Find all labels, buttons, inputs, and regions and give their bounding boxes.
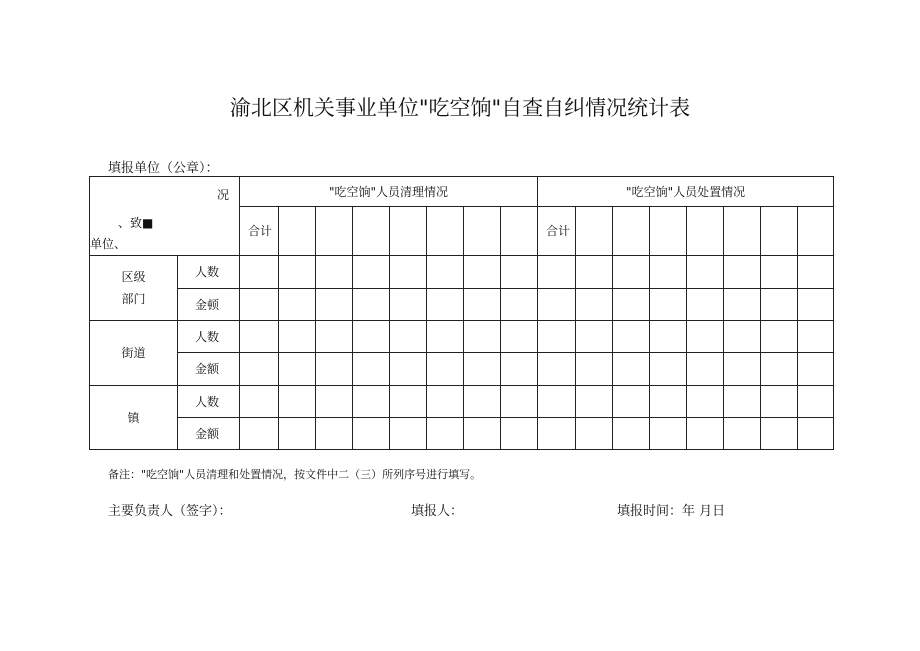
data-cell[interactable]	[650, 417, 687, 449]
data-cell[interactable]	[798, 288, 834, 320]
empty-header-cell[interactable]	[316, 207, 353, 255]
data-cell[interactable]	[427, 353, 464, 385]
subtotal-header-clean: 合计	[240, 207, 279, 255]
data-cell[interactable]	[316, 321, 353, 353]
data-cell[interactable]	[576, 353, 613, 385]
data-cell[interactable]	[464, 353, 501, 385]
empty-header-cell[interactable]	[724, 207, 761, 255]
data-cell[interactable]	[279, 321, 316, 353]
data-cell[interactable]	[538, 353, 576, 385]
data-cell[interactable]	[464, 321, 501, 353]
data-cell[interactable]	[390, 385, 427, 417]
data-cell[interactable]	[240, 353, 279, 385]
unit-type-cell: 区级部门	[90, 255, 178, 320]
data-cell[interactable]	[650, 353, 687, 385]
data-cell[interactable]	[613, 321, 650, 353]
data-cell[interactable]	[427, 255, 464, 288]
data-cell[interactable]	[390, 321, 427, 353]
data-cell[interactable]	[390, 353, 427, 385]
data-cell[interactable]	[538, 417, 576, 449]
data-cell[interactable]	[427, 385, 464, 417]
note-text: 备注："吃空饷"人员清理和处置情况，按文件中二（三）所列序号进行填写。	[108, 468, 482, 481]
data-cell[interactable]	[724, 353, 761, 385]
metric-label-cell: 金额	[178, 417, 240, 449]
header-corner-cell	[90, 177, 240, 256]
data-cell[interactable]	[687, 385, 724, 417]
responsible-signature-label: 主要负责人（签字）：	[108, 504, 232, 519]
metric-label-cell: 人数	[178, 385, 240, 417]
data-cell[interactable]	[353, 255, 390, 288]
table-row	[90, 255, 834, 288]
empty-header-cell[interactable]	[501, 207, 538, 255]
empty-header-cell[interactable]	[576, 207, 613, 255]
unit-type-cell: 街道	[90, 321, 178, 385]
empty-header-cell[interactable]	[798, 207, 834, 255]
data-cell[interactable]	[353, 353, 390, 385]
data-cell[interactable]	[576, 417, 613, 449]
metric-label-cell: 金顿	[178, 288, 240, 320]
statistics-table	[89, 176, 834, 450]
empty-header-cell[interactable]	[279, 207, 316, 255]
table-row	[90, 288, 834, 320]
data-cell[interactable]	[724, 385, 761, 417]
data-cell[interactable]	[761, 417, 798, 449]
data-cell[interactable]	[464, 288, 501, 320]
table-row	[90, 417, 834, 449]
data-cell[interactable]	[613, 417, 650, 449]
data-cell[interactable]	[316, 417, 353, 449]
table-row	[90, 385, 834, 417]
data-cell[interactable]	[279, 417, 316, 449]
empty-header-cell[interactable]	[427, 207, 464, 255]
data-cell[interactable]	[687, 255, 724, 288]
corner-label-mid: 、致■	[118, 216, 154, 230]
data-cell[interactable]	[240, 288, 279, 320]
data-cell[interactable]	[501, 417, 538, 449]
data-cell[interactable]	[501, 255, 538, 288]
data-cell[interactable]	[353, 417, 390, 449]
data-cell[interactable]	[761, 321, 798, 353]
group-header-clean: "吃空饷"人员清理情况	[240, 177, 538, 207]
subtotal-header-handle: 合计	[538, 207, 576, 255]
table-row	[90, 321, 834, 353]
data-cell[interactable]	[650, 321, 687, 353]
data-cell[interactable]	[687, 288, 724, 320]
metric-label-cell: 金额	[178, 353, 240, 385]
data-cell[interactable]	[279, 385, 316, 417]
empty-header-cell[interactable]	[390, 207, 427, 255]
fill-unit-label: 填报单位（公章）：	[108, 161, 219, 176]
table-body	[90, 255, 834, 449]
data-cell[interactable]	[576, 255, 613, 288]
data-cell[interactable]	[427, 417, 464, 449]
data-cell[interactable]	[464, 417, 501, 449]
corner-label-unit: 单位、	[90, 237, 127, 251]
data-cell[interactable]	[316, 255, 353, 288]
corner-label-top: 况	[216, 188, 229, 202]
data-cell[interactable]	[240, 385, 279, 417]
page-title: 渝北区机关事业单位"吃空饷"自查自纠情况统计表	[229, 96, 691, 120]
data-cell[interactable]	[687, 417, 724, 449]
data-cell[interactable]	[240, 417, 279, 449]
data-cell[interactable]	[613, 353, 650, 385]
data-cell[interactable]	[316, 288, 353, 320]
data-cell[interactable]	[501, 353, 538, 385]
data-cell[interactable]	[427, 288, 464, 320]
data-cell[interactable]	[724, 288, 761, 320]
data-cell[interactable]	[798, 385, 834, 417]
empty-header-cell[interactable]	[761, 207, 798, 255]
data-cell[interactable]	[798, 321, 834, 353]
data-cell[interactable]	[501, 321, 538, 353]
data-cell[interactable]	[501, 288, 538, 320]
fill-date-label: 填报时间：年 月日	[617, 504, 726, 519]
data-cell[interactable]	[761, 385, 798, 417]
data-cell[interactable]	[724, 255, 761, 288]
data-cell[interactable]	[279, 288, 316, 320]
data-cell[interactable]	[798, 255, 834, 288]
data-cell[interactable]	[316, 385, 353, 417]
data-cell[interactable]	[761, 353, 798, 385]
data-cell[interactable]	[650, 385, 687, 417]
data-cell[interactable]	[576, 385, 613, 417]
data-cell[interactable]	[687, 321, 724, 353]
data-cell[interactable]	[316, 353, 353, 385]
data-cell[interactable]	[576, 321, 613, 353]
data-cell[interactable]	[576, 288, 613, 320]
empty-header-cell[interactable]	[464, 207, 501, 255]
data-cell[interactable]	[761, 288, 798, 320]
data-cell[interactable]	[464, 255, 501, 288]
data-cell[interactable]	[279, 255, 316, 288]
data-cell[interactable]	[390, 288, 427, 320]
empty-header-cell[interactable]	[613, 207, 650, 255]
data-cell[interactable]	[761, 255, 798, 288]
filler-label: 填报人：	[411, 504, 464, 519]
data-cell[interactable]	[724, 321, 761, 353]
data-cell[interactable]	[613, 255, 650, 288]
empty-header-cell[interactable]	[687, 207, 724, 255]
group-header-handle: "吃空饷"人员处置情况	[538, 177, 834, 207]
data-cell[interactable]	[240, 321, 279, 353]
data-cell[interactable]	[353, 321, 390, 353]
metric-label-cell: 人数	[178, 321, 240, 353]
data-cell[interactable]	[538, 255, 576, 288]
data-cell[interactable]	[390, 255, 427, 288]
data-cell[interactable]	[538, 321, 576, 353]
data-cell[interactable]	[798, 417, 834, 449]
data-cell[interactable]	[538, 288, 576, 320]
data-cell[interactable]	[427, 321, 464, 353]
table-row	[90, 353, 834, 385]
data-cell[interactable]	[353, 288, 390, 320]
data-cell[interactable]	[798, 353, 834, 385]
data-cell[interactable]	[650, 288, 687, 320]
data-cell[interactable]	[390, 417, 427, 449]
data-cell[interactable]	[613, 385, 650, 417]
data-cell[interactable]	[538, 385, 576, 417]
empty-header-cell[interactable]	[650, 207, 687, 255]
data-cell[interactable]	[501, 385, 538, 417]
metric-label-cell: 人数	[178, 255, 240, 288]
data-cell[interactable]	[464, 385, 501, 417]
data-cell[interactable]	[353, 385, 390, 417]
data-cell[interactable]	[240, 255, 279, 288]
empty-header-cell[interactable]	[353, 207, 390, 255]
data-cell[interactable]	[724, 417, 761, 449]
data-cell[interactable]	[279, 353, 316, 385]
data-cell[interactable]	[613, 288, 650, 320]
unit-type-cell: 镇	[90, 385, 178, 450]
data-cell[interactable]	[687, 353, 724, 385]
data-cell[interactable]	[650, 255, 687, 288]
